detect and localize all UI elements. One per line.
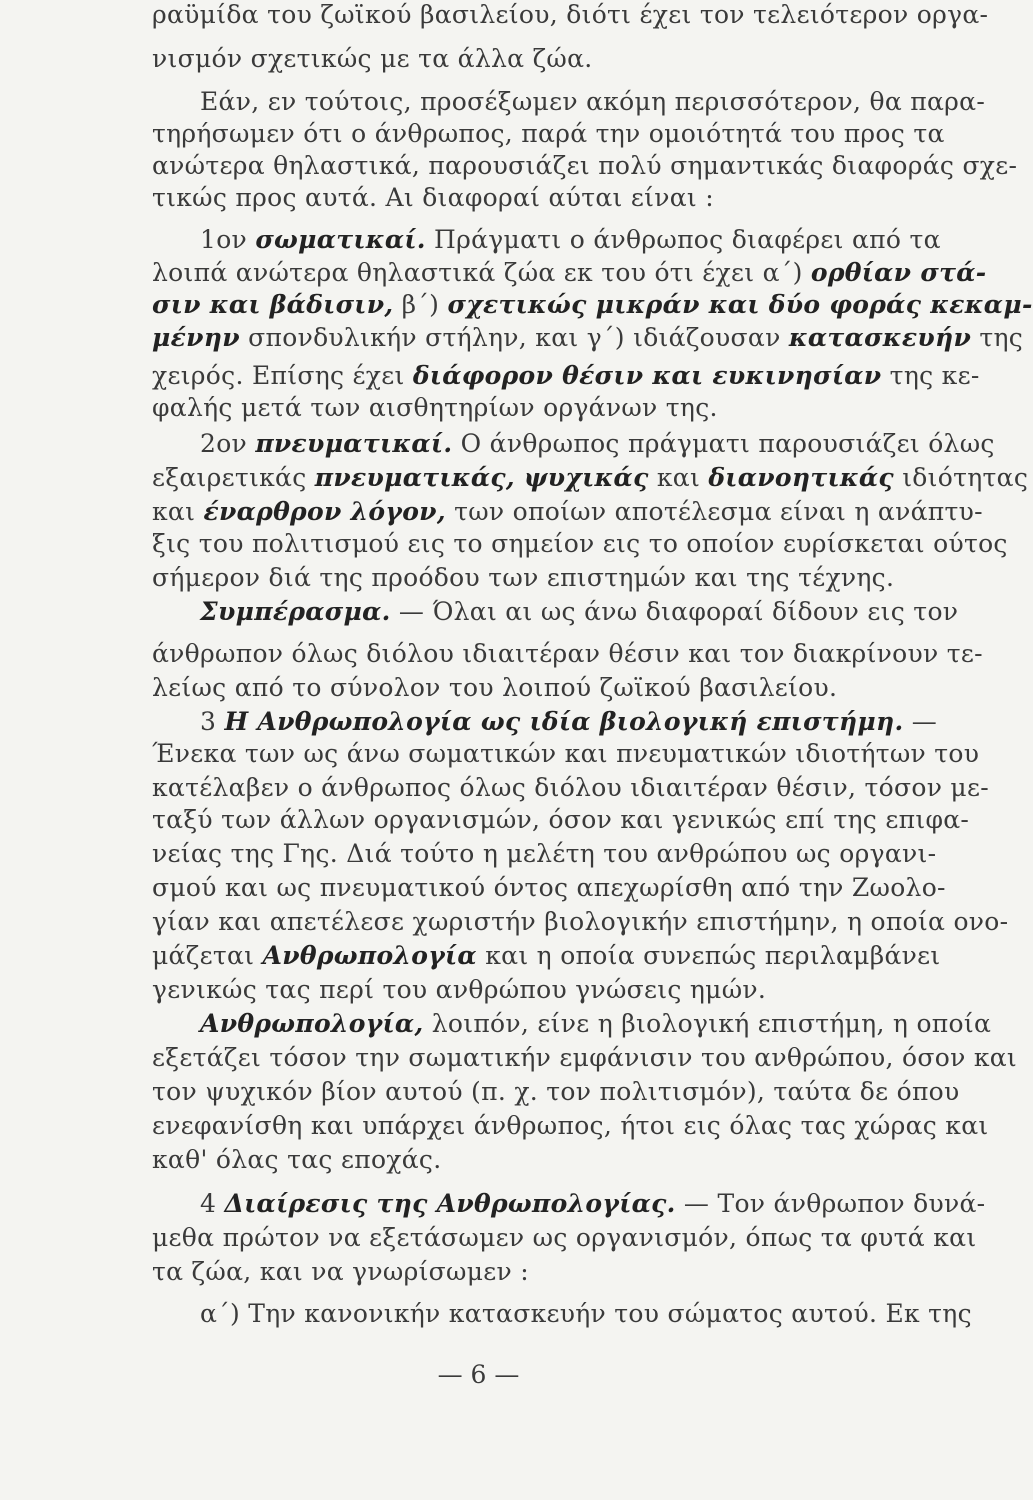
- text-line: [200, 1299, 972, 1329]
- text-line: [152, 1043, 1018, 1073]
- line-text: άνθρωπον όλως διόλου ιδιαιτέραν θέσιν και τον διακρίνουν τε-: [152, 639, 983, 668]
- text-line: [200, 1009, 992, 1039]
- emphasis-text: πνευματικάς, ψυχικάς: [314, 463, 649, 492]
- text-line: [152, 183, 902, 213]
- line-text: σπονδυλικήν στήλην, και γ΄) ιδιάζουσαν: [239, 323, 789, 352]
- line-text: 4: [200, 1189, 225, 1218]
- line-text: λοιπά ανώτερα θηλαστικά ζώα εκ του ότι έχει α΄): [152, 258, 811, 287]
- emphasis-text: σιν και βάδισιν,: [152, 290, 394, 319]
- line-text: μάζεται: [152, 941, 263, 970]
- emphasis-text: Διαίρεσις της Ανθρωπολογίας.: [224, 1189, 676, 1218]
- text-line: [152, 805, 970, 835]
- line-text: — Όλαι αι ως άνω διαφοραί δίδουν εις τον: [390, 597, 959, 626]
- text-line: [152, 151, 1018, 181]
- text-line: [152, 739, 980, 769]
- text-line: [152, 1077, 960, 1107]
- text-line: [152, 258, 987, 288]
- text-line: [152, 290, 1033, 320]
- line-text: τικώς προς αυτά. Αι διαφοραί αύται είναι :: [152, 183, 714, 212]
- line-text: νείας της Γης. Διά τούτο η μελέτη του ανθρώπου ως οργανι-: [152, 839, 937, 868]
- text-line: [152, 563, 902, 593]
- text-line: [152, 323, 1024, 353]
- text-line: [152, 639, 983, 669]
- line-text: — Τον άνθρωπον δυνά-: [675, 1189, 986, 1218]
- text-line: [200, 87, 986, 117]
- text-line: [152, 361, 980, 391]
- emphasis-text: διανοητικάς: [708, 463, 894, 492]
- emphasis-text: Ανθρωπολογία,: [200, 1009, 424, 1038]
- line-text: τα ζώα, και να γνωρίσωμεν :: [152, 1257, 529, 1286]
- line-text: Ο άνθρωπος πράγματι παρουσιάζει όλως: [452, 429, 995, 458]
- line-text: και: [152, 497, 204, 526]
- line-text: ιδιότητας: [893, 463, 1029, 492]
- line-text: β΄): [393, 290, 448, 319]
- line-text: μεθα πρώτον να εξετάσωμεν ως οργανισμόν, όπως τα φυτά και: [152, 1223, 977, 1252]
- line-text: —: [903, 707, 938, 736]
- line-text: τηρήσωμεν ότι ο άνθρωπος, παρά την ομοιότητά του προς τα: [152, 119, 945, 148]
- line-text: ταξύ των άλλων οργανισμών, όσον και γενικώς επί της επιφα-: [152, 805, 970, 834]
- line-text: 3: [200, 707, 225, 736]
- line-text: και: [648, 463, 709, 492]
- page-number: — 6 —: [437, 1360, 520, 1389]
- line-text: της: [971, 323, 1024, 352]
- line-text: ανώτερα θηλαστικά, παρουσιάζει πολύ σημαντικάς διαφοράς σχε-: [152, 151, 1018, 180]
- text-line: [152, 119, 945, 149]
- text-line: [152, 1145, 902, 1175]
- line-text: των οποίων αποτέλεσμα είναι η ανάπτυ-: [445, 497, 983, 526]
- text-line: [152, 529, 1008, 559]
- line-text: τον ψυχικόν βίον αυτού (π. χ. τον πολιτισμόν), ταύτα δε όπου: [152, 1077, 960, 1106]
- line-text: φαλής μετά των αισθητηρίων οργάνων της.: [152, 393, 718, 422]
- line-text: ξις του πολιτισμού εις το σημείον εις το οποίον ευρίσκεται ούτος: [152, 529, 1008, 558]
- text-line: [152, 393, 902, 423]
- line-text: σμού και ως πνευματικού όντος απεχωρίσθη από την Ζωολο-: [152, 873, 946, 902]
- emphasis-text: Η Ανθρωπολογία ως ιδία βιολογική επιστήμη.: [224, 707, 904, 736]
- text-line: [152, 0, 989, 30]
- line-text: Εάν, εν τούτοις, προσέξωμεν ακόμη περισσότερον, θα παρα-: [200, 87, 986, 116]
- line-text: της κε-: [881, 361, 980, 390]
- line-text: εξαιρετικάς: [152, 463, 315, 492]
- line-text: α΄) Την κανονικήν κατασκευήν του σώματος αυτού. Εκ της: [200, 1299, 972, 1328]
- line-text: και η οποία συνεπώς περιλαμβάνει: [476, 941, 941, 970]
- text-line: [200, 1189, 986, 1219]
- text-line: [152, 1223, 977, 1253]
- emphasis-text: ορθίαν στά-: [810, 258, 987, 287]
- line-text: καθ' όλας τας εποχάς.: [152, 1145, 442, 1174]
- text-line: [152, 463, 1029, 493]
- emphasis-text: Συμπέρασμα.: [200, 597, 391, 626]
- line-text: Πράγματι ο άνθρωπος διαφέρει από τα: [425, 225, 941, 254]
- text-line: [200, 225, 941, 255]
- text-line: [152, 1111, 989, 1141]
- text-line: [200, 429, 995, 459]
- text-line: [152, 907, 1009, 937]
- text-line: [152, 839, 937, 869]
- line-text: γενικώς τας περί του ανθρώπου γνώσεις ημών.: [152, 975, 767, 1004]
- line-text: εξετάζει τόσον την σωματικήν εμφάνισιν του ανθρώπου, όσον και: [152, 1043, 1018, 1072]
- line-text: ραϋμίδα του ζωϊκού βασιλείου, διότι έχει τον τελειότερον οργα-: [152, 0, 989, 29]
- text-line: [152, 975, 902, 1005]
- text-line: [152, 941, 941, 971]
- line-text: χειρός. Επίσης έχει: [152, 361, 413, 390]
- line-text: νισμόν σχετικώς με τα άλλα ζώα.: [152, 44, 593, 73]
- line-text: κατέλαβεν ο άνθρωπος όλως διόλου ιδιαιτέραν θέσιν, τόσον με-: [152, 773, 989, 802]
- emphasis-text: μένην: [152, 323, 240, 352]
- line-text: Ένεκα των ως άνω σωματικών και πνευματικών ιδιοτήτων του: [152, 739, 980, 768]
- text-line: [152, 873, 946, 903]
- line-text: 2ον: [200, 429, 256, 458]
- emphasis-text: έναρθρον λόγον,: [203, 497, 446, 526]
- line-text: 1ον: [200, 225, 256, 254]
- emphasis-text: σχετικώς μικράν και δύο φοράς κεκαμ-: [447, 290, 1033, 319]
- line-text: γίαν και απετέλεσε χωριστήν βιολογικήν επιστήμην, η οποία ονο-: [152, 907, 1009, 936]
- line-text: ενεφανίσθη και υπάρχει άνθρωπος, ήτοι εις όλας τας χώρας και: [152, 1111, 989, 1140]
- text-line: [152, 1257, 902, 1287]
- text-line: [152, 773, 989, 803]
- text-line: [152, 497, 983, 527]
- emphasis-text: πνευματικαί.: [255, 429, 453, 458]
- emphasis-text: σωματικαί.: [255, 225, 426, 254]
- text-line: [152, 44, 902, 74]
- emphasis-text: Ανθρωπολογία: [262, 941, 477, 970]
- text-line: [200, 597, 959, 627]
- line-text: λείως από το σύνολον του λοιπού ζωϊκού βασιλείου.: [152, 673, 838, 702]
- emphasis-text: κατασκευήν: [788, 323, 972, 352]
- line-text: σήμερον διά της προόδου των επιστημών και της τέχνης.: [152, 563, 895, 592]
- text-line: [200, 707, 938, 737]
- emphasis-text: διάφορον θέσιν και ευκινησίαν: [412, 361, 882, 390]
- text-line: [152, 673, 902, 703]
- line-text: λοιπόν, είνε η βιολογική επιστήμη, η οποία: [423, 1009, 992, 1038]
